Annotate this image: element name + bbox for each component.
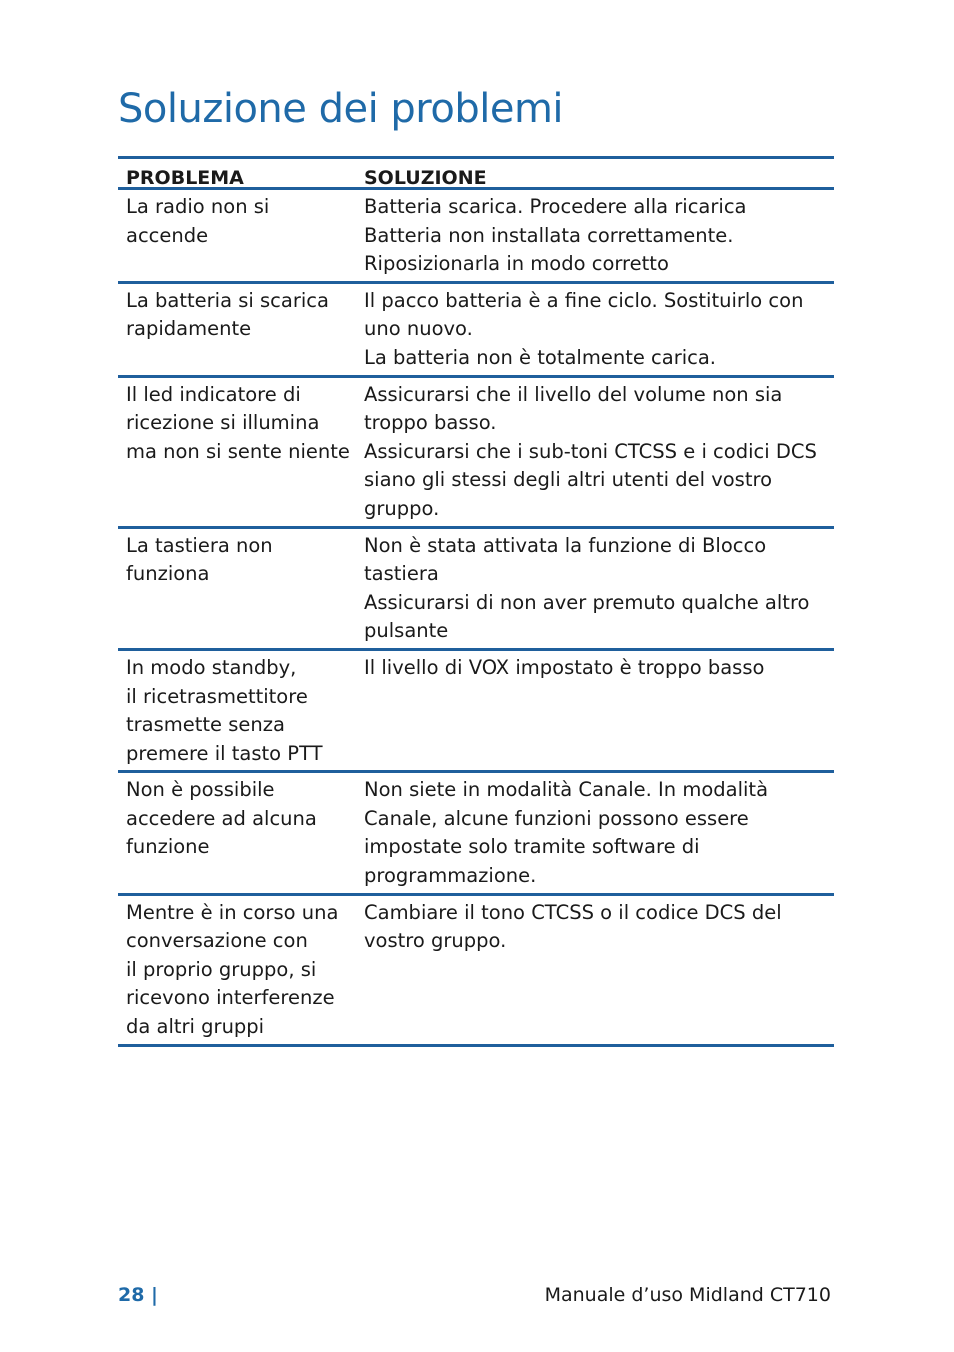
header-problem: PROBLEMA — [126, 167, 244, 189]
solution-line: Il livello di VOX impostato è troppo basso — [364, 655, 765, 679]
manual-name: Manuale d’uso Midland CT710 — [544, 1284, 831, 1306]
problem-cell — [118, 378, 356, 526]
solution-cell — [356, 378, 834, 526]
problem-line: conversazione con — [126, 929, 308, 953]
solution-line: vostro gruppo. — [364, 929, 507, 953]
problem-cell — [118, 773, 356, 892]
solution-cell — [356, 284, 834, 375]
problem-line: il proprio gruppo, si — [126, 957, 317, 981]
table-row — [118, 651, 834, 773]
problem-line: La radio non si — [126, 195, 270, 218]
problem-cell — [118, 651, 356, 770]
table-row — [118, 284, 834, 378]
table-row — [118, 773, 834, 895]
problem-cell — [118, 896, 356, 1044]
solution-cell — [356, 896, 834, 1044]
solution-line: Batteria non installata correttamente. — [364, 223, 734, 247]
problem-cell — [118, 529, 356, 648]
problem-line: accende — [126, 223, 209, 247]
page-title: Soluzione dei problemi — [118, 86, 564, 132]
problem-line: trasmette senza — [126, 713, 285, 737]
problem-line: il ricetrasmettitore — [126, 684, 308, 708]
solution-line: tastiera — [364, 562, 439, 586]
header-solution: SOLUZIONE — [364, 167, 487, 189]
solution-line: Assicurarsi di non aver premuto qualche altro — [364, 590, 810, 614]
problem-line: ricezione si illumina — [126, 411, 320, 435]
solution-line: Batteria scarica. Procedere alla ricarica — [364, 195, 747, 218]
problem-cell — [118, 190, 356, 281]
solution-line: gruppo. — [364, 496, 440, 520]
solution-line: Assicurarsi che i sub-toni CTCSS e i codici DCS — [364, 439, 817, 463]
problem-line: Mentre è in corso una — [126, 900, 339, 924]
table-row — [118, 529, 834, 651]
problem-line: In modo standby, — [126, 655, 297, 679]
problem-line: La batteria si scarica — [126, 288, 329, 312]
table-row — [118, 190, 834, 284]
solution-cell — [356, 529, 834, 648]
solution-cell — [356, 651, 834, 770]
solution-line: Cambiare il tono CTCSS o il codice DCS del — [364, 900, 782, 924]
problem-line: Il led indicatore di — [126, 382, 301, 406]
solution-line: La batteria non è totalmente carica. — [364, 345, 717, 369]
problem-line: ricevono interferenze — [126, 986, 335, 1010]
solution-line: Assicurarsi che il livello del volume non sia — [364, 382, 783, 406]
solution-line: uno nuovo. — [364, 317, 473, 341]
problem-line: Non è possibile — [126, 778, 275, 802]
problem-line: accedere ad alcuna — [126, 806, 317, 830]
problem-line: ma non si sente niente — [126, 439, 350, 463]
solution-line: troppo basso. — [364, 411, 497, 435]
solution-line: pulsante — [364, 619, 449, 643]
solution-line: Riposizionarla in modo corretto — [364, 252, 669, 276]
solution-line: siano gli stessi degli altri utenti del vostro — [364, 468, 773, 492]
solution-cell — [356, 190, 834, 281]
problem-line: da altri gruppi — [126, 1015, 265, 1039]
table-row — [118, 378, 834, 529]
solution-line: programmazione. — [364, 864, 537, 888]
solution-line: Non è stata attivata la funzione di Blocco — [364, 533, 767, 557]
problem-cell — [118, 284, 356, 375]
solution-line: Non siete in modalità Canale. In modalità — [364, 778, 769, 802]
problem-line: funziona — [126, 562, 210, 586]
problem-line: premere il tasto PTT — [126, 741, 323, 765]
table-header-row — [118, 159, 834, 190]
problem-line: funzione — [126, 835, 210, 859]
problem-line: rapidamente — [126, 317, 252, 341]
solution-line: Il pacco batteria è a fine ciclo. Sostituirlo con — [364, 288, 804, 312]
solution-line: impostate solo tramite software di — [364, 835, 700, 859]
solution-cell — [356, 773, 834, 892]
problem-line: La tastiera non — [126, 533, 273, 557]
page-number: 28 | — [118, 1284, 158, 1306]
table-row — [118, 896, 834, 1047]
solution-line: Canale, alcune funzioni possono essere — [364, 806, 749, 830]
troubleshooting-table — [118, 156, 834, 1047]
